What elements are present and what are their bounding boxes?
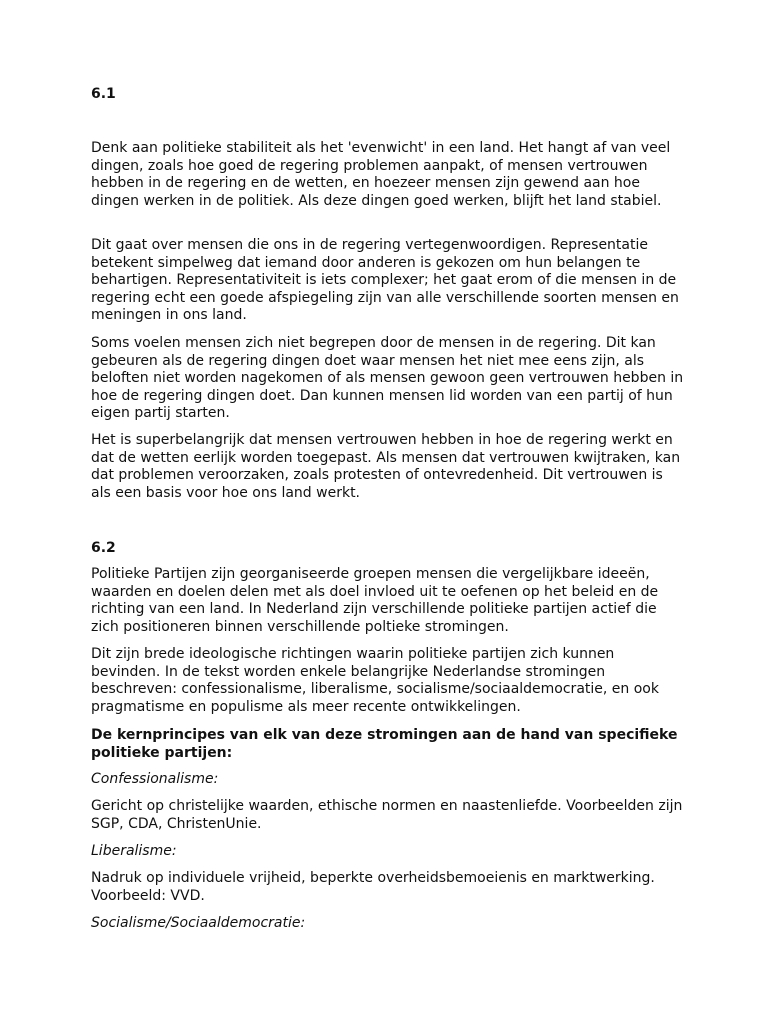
- paragraph-trust: Het is superbelangrijk dat mensen vertrouwen hebben in hoe de regering werkt en dat de wetten eerlijk worden toegepast. Als mensen dat vertrouwen kwijtraken, kan dat problemen veroorzaken, zoals protesten of ontevredenheid. Dit vertrouwen is als een basis voor hoe ons land werkt.: [91, 432, 681, 501]
- paragraph-stability: Denk aan politieke stabiliteit als het 'evenwicht' in een land. Het hangt af van veel dingen, zoals hoe goed de regering problemen aanpakt, of mensen vertrouwen hebben in de regering en de wetten, en hoezeer mensen zijn gewend aan hoe dingen werken in de politiek. Als deze dingen goed werken, blijft het land stabiel.: [91, 140, 671, 209]
- section-heading-6-2: 6.2: [91, 540, 116, 556]
- current-name-socialisme: Socialisme/Sociaaldemocratie:: [91, 915, 306, 931]
- current-description-liberalisme: Nadruk op individuele vrijheid, beperkte overheidsbemoeienis en marktwerking. Voorbeeld: VVD.: [91, 870, 655, 904]
- current-description-confessionalisme: Gericht op christelijke waarden, ethische normen en naastenliefde. Voorbeelden zijn SGP, CDA, ChristenUnie.: [91, 798, 683, 832]
- paragraph-misunderstood: Soms voelen mensen zich niet begrepen door de mensen in de regering. Dit kan gebeuren als de regering dingen doet waar mensen het niet mee eens zijn, als beloften niet worden nagekomen of als mensen gewoon geen vertrouwen hebben in hoe de regering dingen doet. Dan kunnen mensen lid worden van een partij of hun eigen partij starten.: [91, 335, 684, 421]
- current-name-confessionalisme: Confessionalisme:: [91, 771, 219, 787]
- paragraph-political-parties: Politieke Partijen zijn georganiseerde groepen mensen die vergelijkbare ideeën, waarden en doelen delen met als doel invloed uit te oefenen op het beleid en de richting van een land. In Nederland zijn verschillende politieke partijen actief die zich positioneren binnen verschillende poltieke stromingen.: [91, 566, 659, 635]
- paragraph-ideological-currents: Dit zijn brede ideologische richtingen waarin politieke partijen zich kunnen bevinden. In de tekst worden enkele belangrijke Nederlandse stromingen beschreven: confessionalisme, liberalisme, socialisme/sociaaldemocratie, en ook pragmatisme en populisme als meer recente ontwikkelingen.: [91, 646, 659, 715]
- section-heading-6-1: 6.1: [91, 86, 116, 102]
- bold-intro: De kernprincipes van elk van deze stromingen aan de hand van specifieke politieke partijen:: [91, 727, 678, 761]
- paragraph-representation: Dit gaat over mensen die ons in de regering vertegenwoordigen. Representatie betekent simpelweg dat iemand door anderen is gekozen om hun belangen te behartigen. Representativiteit is iets complexer; het gaat erom of die mensen in de regering echt een goede afspiegeling zijn van alle verschillende soorten mensen en meningen in ons land.: [91, 237, 679, 323]
- current-name-liberalisme: Liberalisme:: [91, 843, 177, 859]
